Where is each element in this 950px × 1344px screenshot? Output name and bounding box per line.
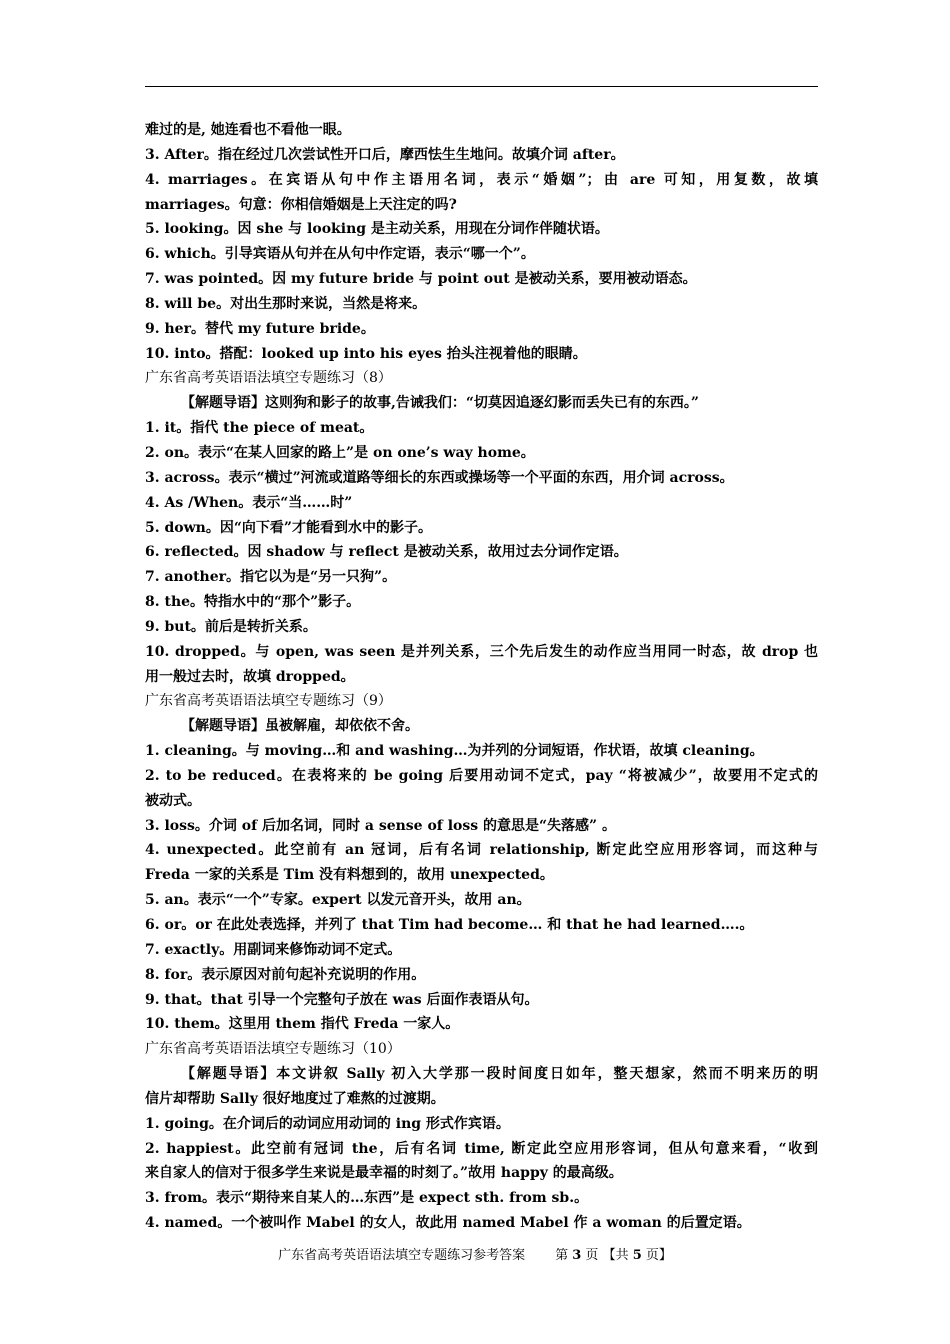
answer-line: 4. named。一个被叫作 Mabel 的女人，故此用 named Mabel 作 a woman 的后置定语。: [145, 1215, 751, 1232]
footer-page-suffix: 页: [581, 1248, 599, 1263]
answer-line: 2. to be reduced。在表将来的 be going 后要用动词不定式，pay “将被减少”，故要用不定式的: [145, 767, 818, 784]
answer-line: 2. on。表示“在某人回家的路上”是 on one’s way home。: [145, 444, 535, 461]
answer-line: 1. cleaning。与 moving…和 and washing…为并列的分词短语，作状语，故填 cleaning。: [145, 743, 764, 760]
answer-line: 5. an。表示“一个”专家。expert 以发元音开头，故用 an。: [145, 892, 531, 909]
answer-line: 4. As /When。表示“当……时”: [145, 494, 353, 511]
answer-line: 用一般过去时，故填 dropped。: [145, 668, 355, 685]
answer-line: 9. but。前后是转折关系。: [145, 618, 317, 635]
answer-line: 5. looking。因 she 与 looking 是主动关系，用现在分词作伴随状语。: [145, 221, 609, 238]
answer-line: 来自家人的信对于很多学生来说是最幸福的时刻了。”故用 happy 的最高级。: [145, 1165, 623, 1182]
footer-page-number: 3: [572, 1248, 582, 1263]
answer-line: 9. that。that 引导一个完整句子放在 was 后面作表语从句。: [145, 991, 539, 1008]
answer-line: 8. will be。对出生那时来说，当然是将来。: [145, 295, 427, 312]
header-rule: [145, 86, 818, 87]
answer-line: 9. her。替代 my future bride。: [145, 320, 375, 337]
answer-line: 4. unexpected。此空前有 an 冠词，后有名词 relationship, 断定此空应用形容词，而这种与: [145, 842, 818, 859]
answer-line: 10. them。这里用 them 指代 Freda 一家人。: [145, 1016, 460, 1033]
answer-line: 8. the。特指水中的“那个”影子。: [145, 594, 361, 611]
section-heading: 广东省高考英语语法填空专题练习（9）: [145, 693, 392, 710]
footer-document-title: 广东省高考英语语法填空专题练习参考答案: [278, 1248, 526, 1263]
section-intro: 【解题导语】这则狗和影子的故事,告诫我们：“切莫因追逐幻影而丢失已有的东西。”: [181, 395, 699, 412]
section-intro: 【解题导语】本文讲叙 Sally 初入大学那一段时间度日如年，整天想家，然而不明来历的明: [181, 1066, 818, 1083]
answer-line: 2. happiest。此空前有冠词 the，后有名词 time, 断定此空应用形容词，但从句意来看，“收到: [145, 1140, 818, 1157]
footer-total-number: 5: [632, 1248, 642, 1263]
answer-line: 7. another。指它以为是“另一只狗”。: [145, 569, 397, 586]
section-heading: 广东省高考英语语法填空专题练习（10）: [145, 1041, 401, 1058]
answer-line: 10. into。搭配：looked up into his eyes 抬头注视着他的眼睛。: [145, 345, 587, 362]
footer-total-suffix: 页】: [641, 1248, 672, 1263]
page-footer: [0, 1244, 950, 1263]
answer-line: 难过的是, 她连看也不看他一眼。: [145, 122, 351, 138]
section-intro: 【解题导语】虽被解雇，却依依不舍。: [181, 718, 419, 735]
answer-line: 1. it。指代 the piece of meat。: [145, 420, 374, 437]
answer-line: 3. across。表示“横过”河流或道路等细长的东西或操场等一个平面的东西，用介词 across。: [145, 469, 734, 486]
answer-line: 3. from。表示“期待来自某人的…东西”是 expect sth. from sb.。: [145, 1190, 589, 1207]
answer-line: 3. loss。介词 of 后加名词，同时 a sense of loss 的意思是“失落感” 。: [145, 817, 616, 834]
answer-line: 6. reflected。因 shadow 与 reflect 是被动关系，故用过去分词作定语。: [145, 544, 628, 561]
answer-line: 1. going。在介词后的动词应用动词的 ing 形式作宾语。: [145, 1115, 510, 1132]
answer-line: marriages。句意：你相信婚姻是上天注定的吗?: [145, 196, 457, 213]
answer-line: 信片却帮助 Sally 很好地度过了难熬的过渡期。: [145, 1090, 445, 1107]
answer-line: 7. exactly。用副词来修饰动词不定式。: [145, 941, 402, 958]
section-heading: 广东省高考英语语法填空专题练习（8）: [145, 370, 392, 387]
answer-line: 3. After。指在经过几次尝试性开口后，摩西怯生生地问。故填介词 after。: [145, 146, 625, 163]
footer-total-prefix: 【共: [602, 1248, 633, 1263]
answer-line: 6. which。引导宾语从句并在从句中作定语，表示“哪一个”。: [145, 246, 535, 263]
answer-text-body: [145, 118, 818, 1236]
answer-line: 被动式。: [145, 792, 201, 809]
answer-line: Freda 一家的关系是 Tim 没有料想到的，故用 unexpected。: [145, 867, 554, 884]
answer-line: 8. for。表示原因对前句起补充说明的作用。: [145, 966, 426, 983]
answer-line: 5. down。因“向下看”才能看到水中的影子。: [145, 519, 432, 536]
answer-line: 4. marriages。在宾语从句中作主语用名词，表示“婚姻”；由 are 可知，用复数，故填: [145, 171, 818, 188]
answer-line: 10. dropped。与 open, was seen 是并列关系，三个先后发生的动作应当用同一时态，故 drop 也: [145, 643, 818, 660]
answer-line: 7. was pointed。因 my future bride 与 point out 是被动关系，要用被动语态。: [145, 271, 697, 288]
answer-line: 6. or。or 在此处表选择，并列了 that Tim had become… 和 that he had learned….。: [145, 917, 754, 933]
footer-page-prefix: 第: [555, 1248, 573, 1263]
